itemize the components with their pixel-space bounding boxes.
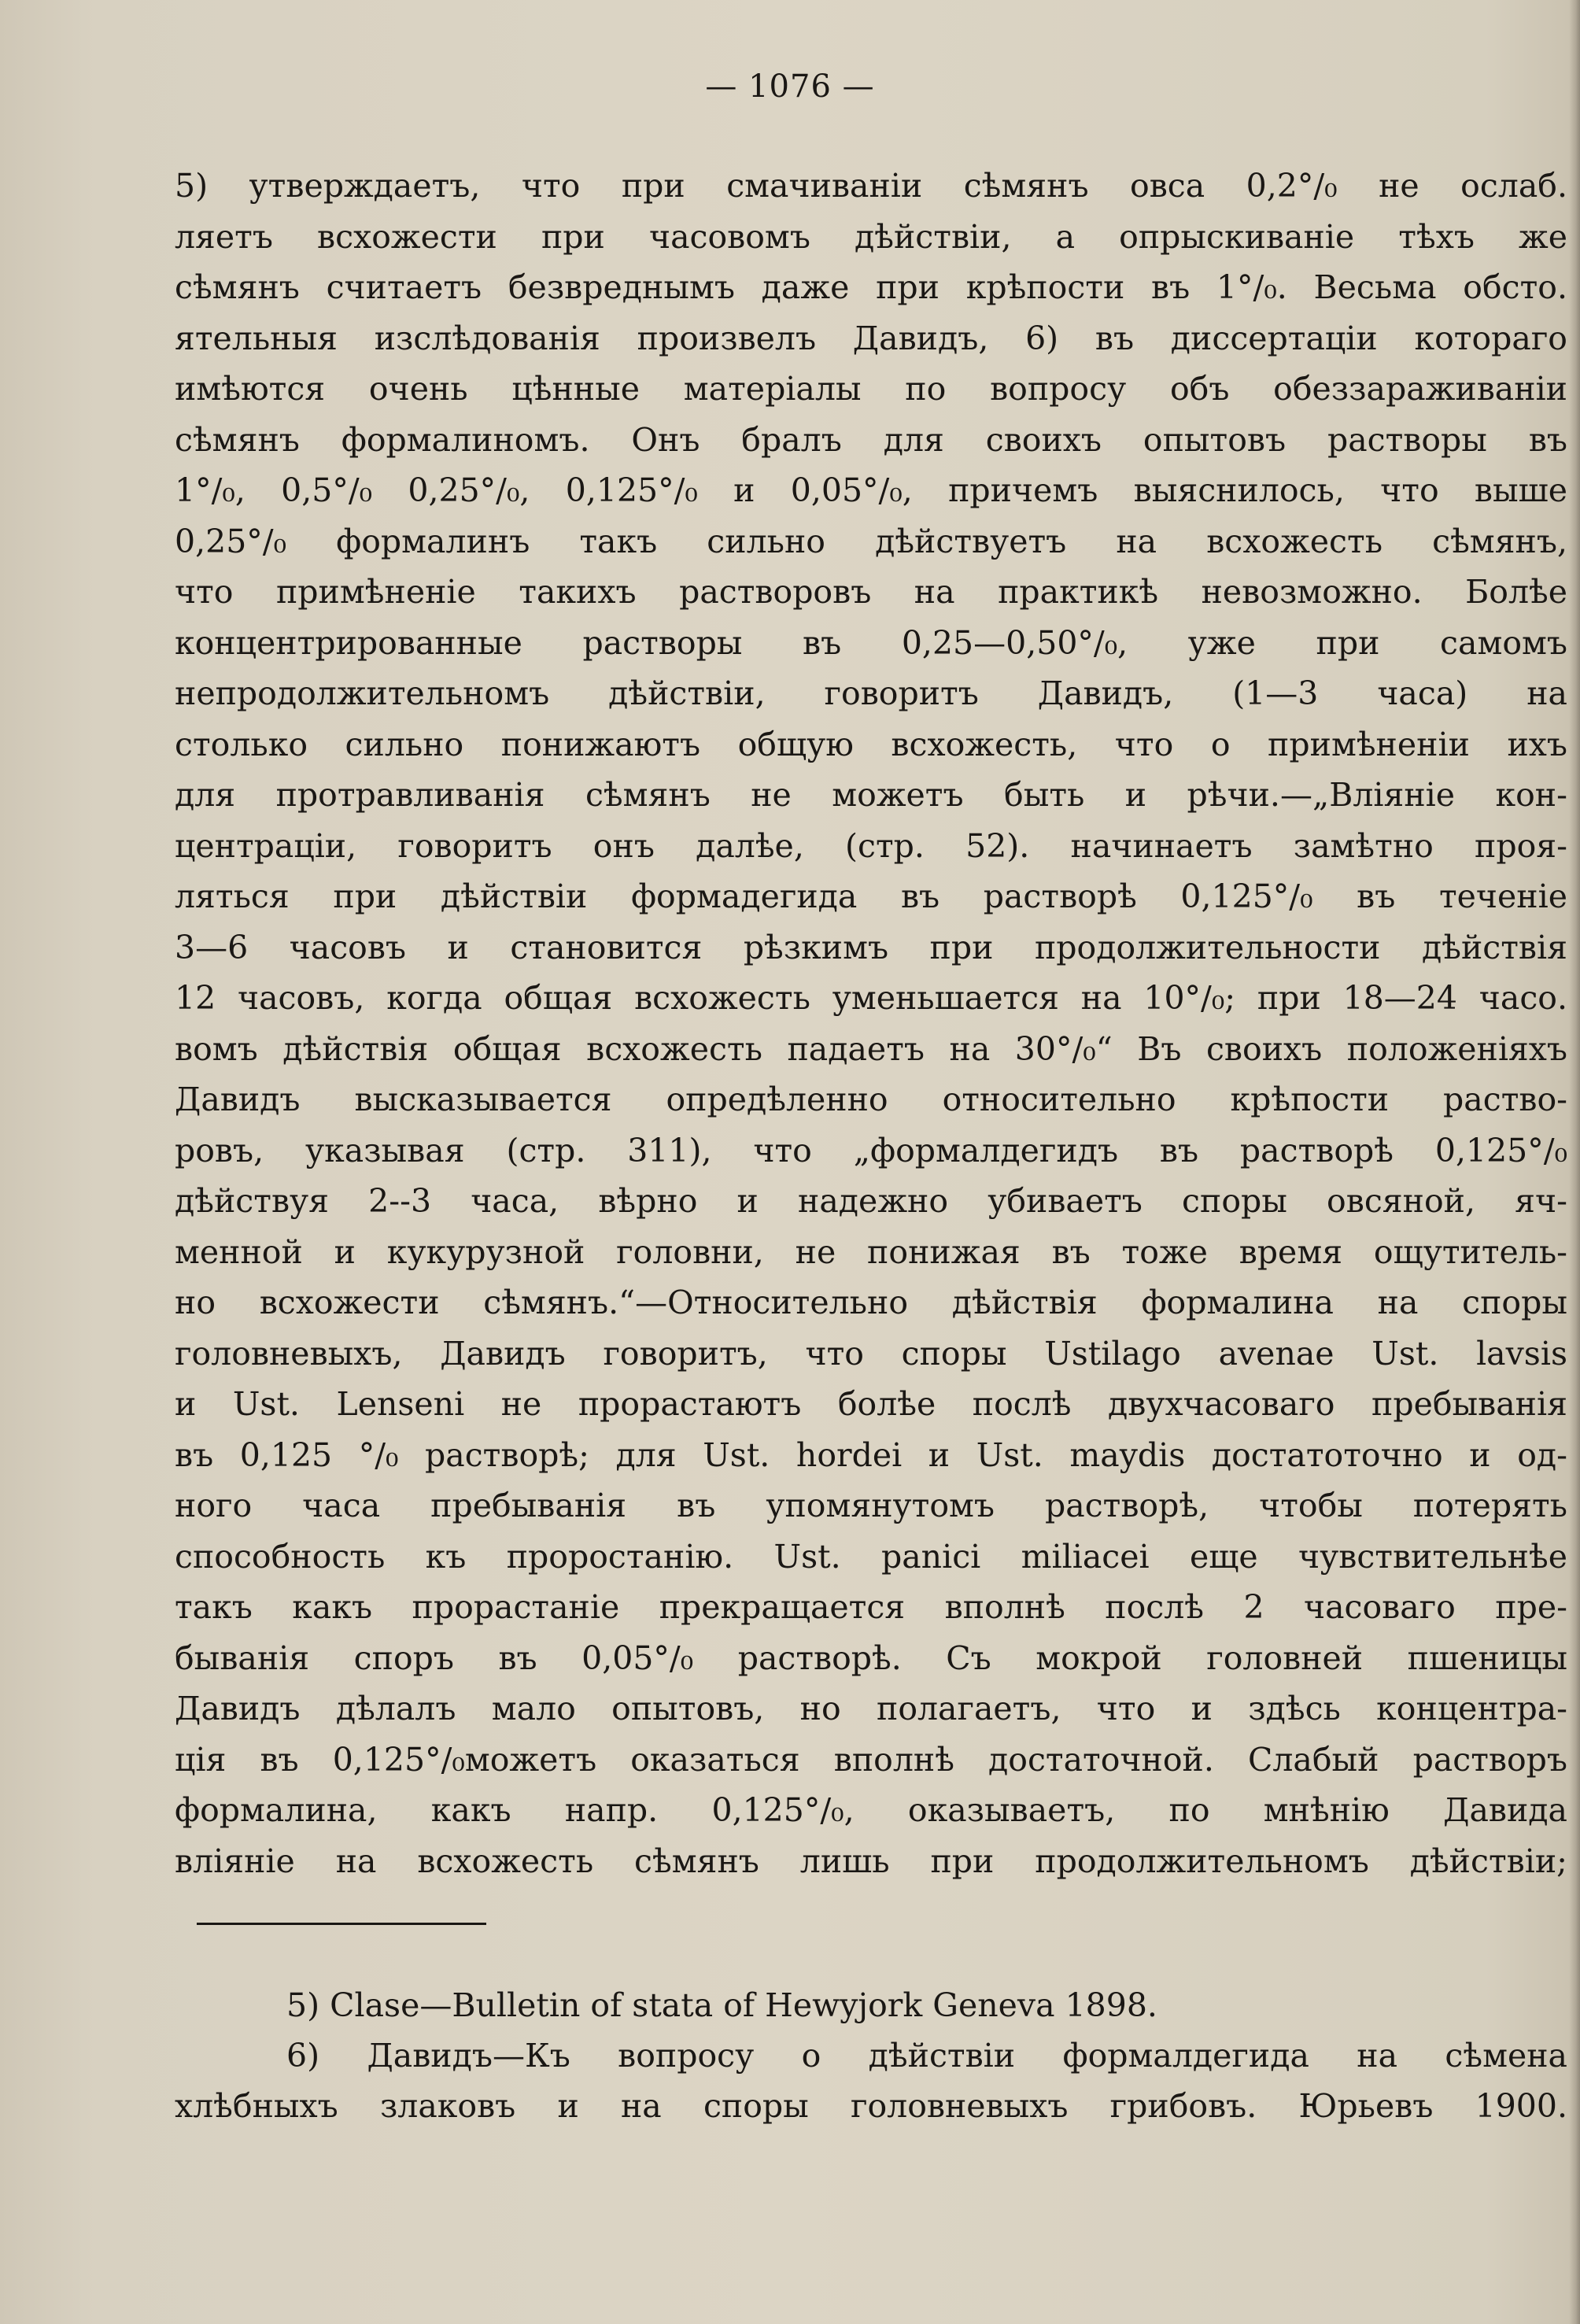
text-line: ного часа пребыванія въ упомянутомъ растворѣ, чтобы потерять [175, 1487, 1567, 1524]
text-line: менной и кукурузной головни, не понижая въ тоже время ощутитель- [175, 1232, 1567, 1271]
text-line: ляться при дѣйствіи формадегида въ растворѣ 0,125°/₀ въ теченіе [175, 878, 1567, 915]
text-line: но всхожести сѣмянъ.“—Относительно дѣйствія формалина на споры [175, 1284, 1567, 1321]
text-line: концентрированные растворы въ 0,25—0,50°/₀, уже при самомъ [175, 623, 1567, 662]
text-line: головневыхъ, Давидъ говоритъ, что споры Ustilago avenae Ust. lavsis [175, 1334, 1567, 1373]
text-line: 12 часовъ, когда общая всхожесть уменьшается на 10°/₀; при 18—24 часо. [175, 979, 1567, 1017]
text-line: ятельныя изслѣдованія произвелъ Давидъ, 6) въ диссертаціи котораго [175, 319, 1567, 357]
body-text [175, 161, 1567, 1886]
text-line: что примѣненіе такихъ растворовъ на практикѣ невозможно. Болѣе [175, 573, 1567, 611]
text-line: вліяніе на всхожесть сѣмянъ лишь при продолжительномъ дѣйствіи; [175, 1842, 1567, 1880]
text-line: вомъ дѣйствія общая всхожесть падаетъ на 30°/₀“ Въ своихъ положеніяхъ [175, 1029, 1567, 1068]
text-line: такъ какъ прорастаніе прекращается вполнѣ послѣ 2 часоваго пре- [175, 1588, 1567, 1626]
footnote-5: 5) Clase—Bulletin of stata of Hewyjork Geneva 1898. [286, 1986, 1157, 2024]
page-edge-shadow [1569, 0, 1580, 2324]
text-line: сѣмянъ считаетъ безвреднымъ даже при крѣпости въ 1°/₀. Весьма обсто. [175, 268, 1567, 306]
text-line: 5) утверждаетъ, что при смачиваніи сѣмянъ овса 0,2°/₀ не ослаб. [175, 167, 1567, 205]
text-line: столько сильно понижаютъ общую всхожесть, что о примѣненіи ихъ [175, 725, 1567, 763]
text-line: сѣмянъ формалиномъ. Онъ бралъ для своихъ опытовъ растворы въ [175, 420, 1567, 459]
text-line: непродолжительномъ дѣйствіи, говоритъ Давидъ, (1—3 часа) на [175, 674, 1567, 712]
text-line: для протравливанія сѣмянъ не можетъ быть и рѣчи.—„Вліяніе кон- [175, 776, 1567, 814]
text-line: Давидъ дѣлалъ мало опытовъ, но полагаетъ, что и здѣсь концентра- [175, 1690, 1567, 1727]
text-line: быванія споръ въ 0,05°/₀ растворѣ. Съ мокрой головней пшеницы [175, 1639, 1567, 1677]
text-line: ція въ 0,125°/₀можетъ оказаться вполнѣ достаточной. Слабый растворъ [175, 1740, 1567, 1779]
text-line: способность къ проростанію. Ust. panici miliacei еще чувствительнѣе [175, 1537, 1567, 1576]
footnote-6: 6) Давидъ—Къ вопросу о дѣйствіи формалдегида на сѣмена [286, 2037, 1567, 2075]
footnotes [175, 1980, 1567, 2131]
text-line: имѣются очень цѣнные матеріалы по вопросу объ обеззараживаніи [175, 370, 1567, 408]
text-line: ляетъ всхожести при часовомъ дѣйствіи, а опрыскиваніе тѣхъ же [175, 217, 1567, 256]
text-line: центраціи, говоритъ онъ далѣе, (стр. 52). начинаетъ замѣтно проя- [175, 826, 1567, 865]
text-line: формалина, какъ напр. 0,125°/₀, оказываетъ, по мнѣнію Давида [175, 1791, 1567, 1829]
text-line: дѣйствуя 2--3 часа, вѣрно и надежно убиваетъ споры овсяной, яч- [175, 1182, 1567, 1220]
text-line: и Ust. Lenseni не прорастаютъ болѣе послѣ двухчасоваго пребыванія [175, 1385, 1567, 1423]
text-line: ровъ, указывая (стр. 311), что „формалдегидъ въ растворѣ 0,125°/₀ [175, 1131, 1567, 1169]
text-line: въ 0,125 °/₀ растворѣ; для Ust. hordei и Ust. maydis достатоточно и од- [175, 1435, 1567, 1474]
text-line: 0,25°/₀ формалинъ такъ сильно дѣйствуетъ на всхожесть сѣмянъ, [175, 522, 1567, 560]
text-line: Давидъ высказывается опредѣленно относительно крѣпости раство- [175, 1081, 1567, 1118]
page-number: — 1076 — [705, 68, 875, 105]
text-line: 3—6 часовъ и становится рѣзкимъ при продолжительности дѣйствія [175, 928, 1567, 966]
footnote-divider [197, 1923, 486, 1925]
text-line: 1°/₀, 0,5°/₀ 0,25°/₀, 0,125°/₀ и 0,05°/₀, причемъ выяснилось, что выше [175, 471, 1567, 509]
footnote-6-continued: хлѣбныхъ злаковъ и на споры головневыхъ грибовъ. Юрьевъ 1900. [175, 2087, 1567, 2125]
